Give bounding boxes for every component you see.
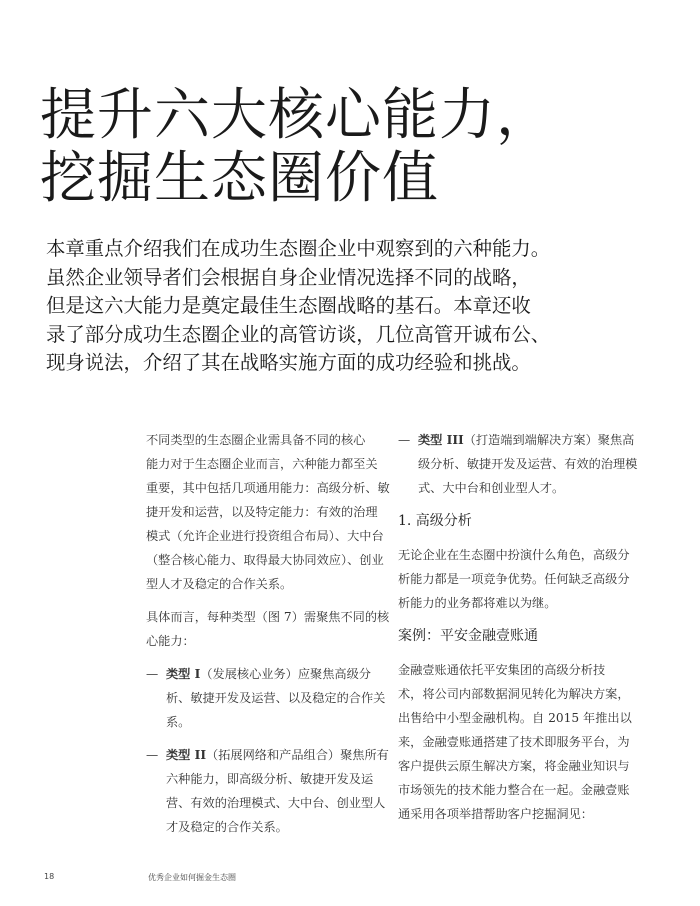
type-keyword: 类型 II (166, 748, 207, 762)
bullet-item-type-2 (146, 743, 391, 839)
body-paragraph (398, 543, 638, 615)
body-paragraph (398, 658, 638, 826)
text-line: 才及稳定的合作关系。 (166, 820, 288, 834)
running-title: 优秀企业如何掘金生态圈 (148, 873, 236, 882)
text-line: 心能力： (146, 634, 195, 648)
intro-line: 录了部分成功生态圈企业的高管访谈，几位高管开诚布公、 (46, 322, 551, 346)
text-line: 模式（允许企业进行投资组合布局）、大中台 (146, 529, 384, 543)
intro-line: 虽然企业领导者们会根据自身企业情况选择不同的战略， (46, 265, 531, 289)
text-line (418, 428, 638, 452)
text-line: 系。 (166, 715, 191, 729)
text-line: 析能力都是一项竞争优势。任何缺乏高级分 (398, 572, 630, 586)
text-fragment: （拓展网络和产品组合）聚焦所有 (206, 748, 389, 762)
intro-paragraph (46, 235, 656, 378)
dash-marker: — (398, 433, 411, 447)
text-line: 通采用各项举措帮助客户挖掘洞见： (398, 807, 593, 821)
text-line: 金融壹账通依托平安集团的高级分析技 (398, 663, 606, 677)
dash-marker: — (146, 667, 159, 681)
text-line (166, 662, 391, 686)
text-line: 能力对于生态圈企业而言，六种能力都至关 (146, 457, 378, 471)
text-line: 六种能力，即高级分析、敏捷开发及运 (166, 772, 374, 786)
type-keyword: 类型 III (418, 433, 464, 447)
text-line: 客户提供云原生解决方案，将金融业知识与 (398, 759, 630, 773)
text-line: 无论企业在生态圈中扮演什么角色，高级分 (398, 548, 630, 562)
text-line: 具体而言，每种类型（图 7）需聚焦不同的核 (146, 610, 390, 624)
text-line: 营、有效的治理模式、大中台、创业型人 (166, 796, 386, 810)
body-paragraph (146, 428, 391, 596)
text-line: 不同类型的生态圈企业需具备不同的核心 (146, 433, 366, 447)
text-line (166, 743, 391, 767)
bullet-item-type-1 (146, 662, 391, 734)
dash-marker: — (146, 748, 159, 762)
text-line: 出售给中小型金融机构。自 2015 年推出以 (398, 711, 632, 725)
intro-line: 本章重点介绍我们在成功生态圈企业中观察到的六种能力。 (46, 237, 551, 260)
right-column (398, 428, 638, 835)
intro-line: 但是这六大能力是奠定最佳生态圈战略的基石。本章还收 (46, 294, 531, 318)
chapter-title (40, 84, 660, 210)
bullet-item-type-3 (398, 428, 638, 500)
text-line: 捷开发和运营，以及特定能力：有效的治理 (146, 505, 378, 519)
chapter-title-line: 提升六大核心能力， (40, 83, 553, 148)
body-paragraph (146, 605, 391, 653)
text-line: 析、敏捷开发及运营、以及稳定的合作关 (166, 691, 386, 705)
text-line: 析能力的业务都将难以为继。 (398, 596, 557, 610)
text-line: 术，将公司内部数据洞见转化为解决方案， (398, 687, 630, 701)
text-line: 级分析、敏捷开发及运营、有效的治理模 (418, 457, 638, 471)
type-keyword: 类型 I (166, 667, 201, 681)
intro-line: 现身说法，介绍了其在战略实施方面的成功经验和挑战。 (46, 351, 531, 375)
page-number: 18 (44, 872, 55, 881)
text-fragment: （发展核心业务）应聚焦高级分 (200, 667, 371, 681)
text-line: 式、大中台和创业型人才。 (418, 481, 565, 495)
text-line: （整合核心能力、取得最大协同效应）、创业 (146, 553, 384, 567)
text-fragment: （打造端到端解决方案）聚焦高 (463, 433, 635, 447)
text-line: 来，金融壹账通搭建了技术即服务平台，为 (398, 735, 630, 749)
section-heading: 1. 高级分析 (398, 513, 472, 529)
text-line: 市场领先的技术能力整合在一起。金融壹账 (398, 783, 630, 797)
text-line: 型人才及稳定的合作关系。 (146, 577, 293, 591)
left-column (146, 428, 391, 848)
case-heading: 案例：平安金融壹账通 (398, 628, 538, 644)
text-line: 重要，其中包括几项通用能力：高级分析、敏 (146, 481, 390, 495)
chapter-title-line: 挖掘生态圈价值 (40, 146, 439, 211)
